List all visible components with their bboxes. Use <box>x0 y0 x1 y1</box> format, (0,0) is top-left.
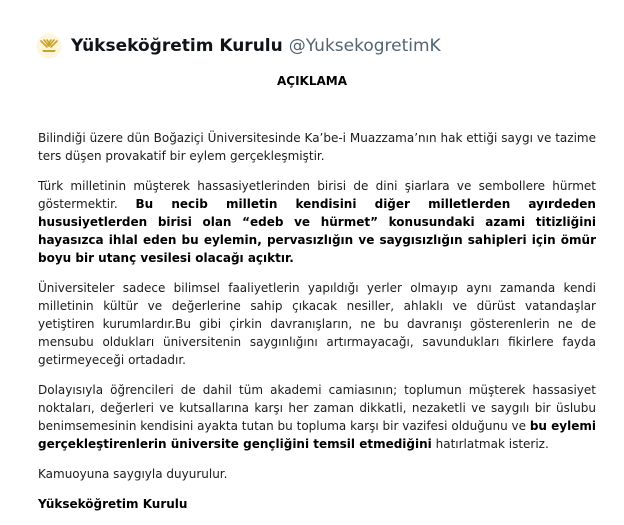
account-handle[interactable]: @YuksekogretimK <box>288 36 441 56</box>
paragraph-1: Bilindiği üzere dün Boğaziçi Üniversitesinde Ka’be-i Muazzama’nın hak ettiği saygı ve tazime ters düşen provakatif bir eylem gerçekleşmiştir. <box>38 131 596 163</box>
paragraph-2-text: Türk milletinin müşterek hassasiyetlerinden birisi de dini şiarlara ve sembollere hürmet göstermektir. <box>38 179 596 211</box>
paragraph-2 <box>38 177 596 267</box>
paragraph-4 <box>38 381 596 453</box>
paragraph-5: Kamuoyuna saygıyla duyurulur. <box>38 467 228 481</box>
paragraph-4-emphasis: bu eylemi gerçekleştirenlerin üniversite gençliğini temsil etmediğini <box>38 419 596 451</box>
paragraph-2-emphasis: Bu necib milletin kendisini diğer milletlerden ayırdeden hususiyetlerden birisi olan “edeb ve hürmet” konusundaki azami titizliğini hayasızca ihlal eden bu eylemin, pervasızlığın ve saygısızlığın sahipleri için ömür boyu bir utanç vesilesi olacağı açıktır. <box>38 197 596 265</box>
statement-title: AÇIKLAMA <box>276 74 348 88</box>
paragraph-4-text: Dolayısıyla öğrencileri de dahil tüm akademi camiasının; toplumun müşterek hassasiyet noktaları, değerleri ve kutsallarına karşı her zaman dikkatli, nezaketli ve saygılı bir üslubu benimsemesinin kendisini ayakta tutan bu topluma karşı bir vazifesi olduğunu ve <box>38 383 596 433</box>
paragraph-3: Üniversiteler sadece bilimsel faaliyetlerin yapıldığı yerler olmayıp aynı zamanda kendi milletinin kültür ve değerlerine sahip çıkacak nesiller, ahlaklı ve dürüst vatandaşlar yetiştiren kurumlardır.Bu gibi çirkin davranışların, ne bu davranışı gösterenlerin ne de mensubu oldukları üniversitenin saygınlığını artırmayacağı, savundukları fikirlere fayda getirmeyeceği ortadadır. <box>38 281 596 367</box>
paragraph-4-tail: hatırlatmak isteriz. <box>435 437 549 451</box>
signature: Yükseköğretim Kurulu <box>38 497 188 511</box>
account-name[interactable]: Yükseköğretim Kurulu <box>71 36 283 56</box>
statement-body <box>38 129 596 525</box>
yok-logo-icon[interactable] <box>36 33 62 59</box>
tweet-header <box>36 33 441 59</box>
